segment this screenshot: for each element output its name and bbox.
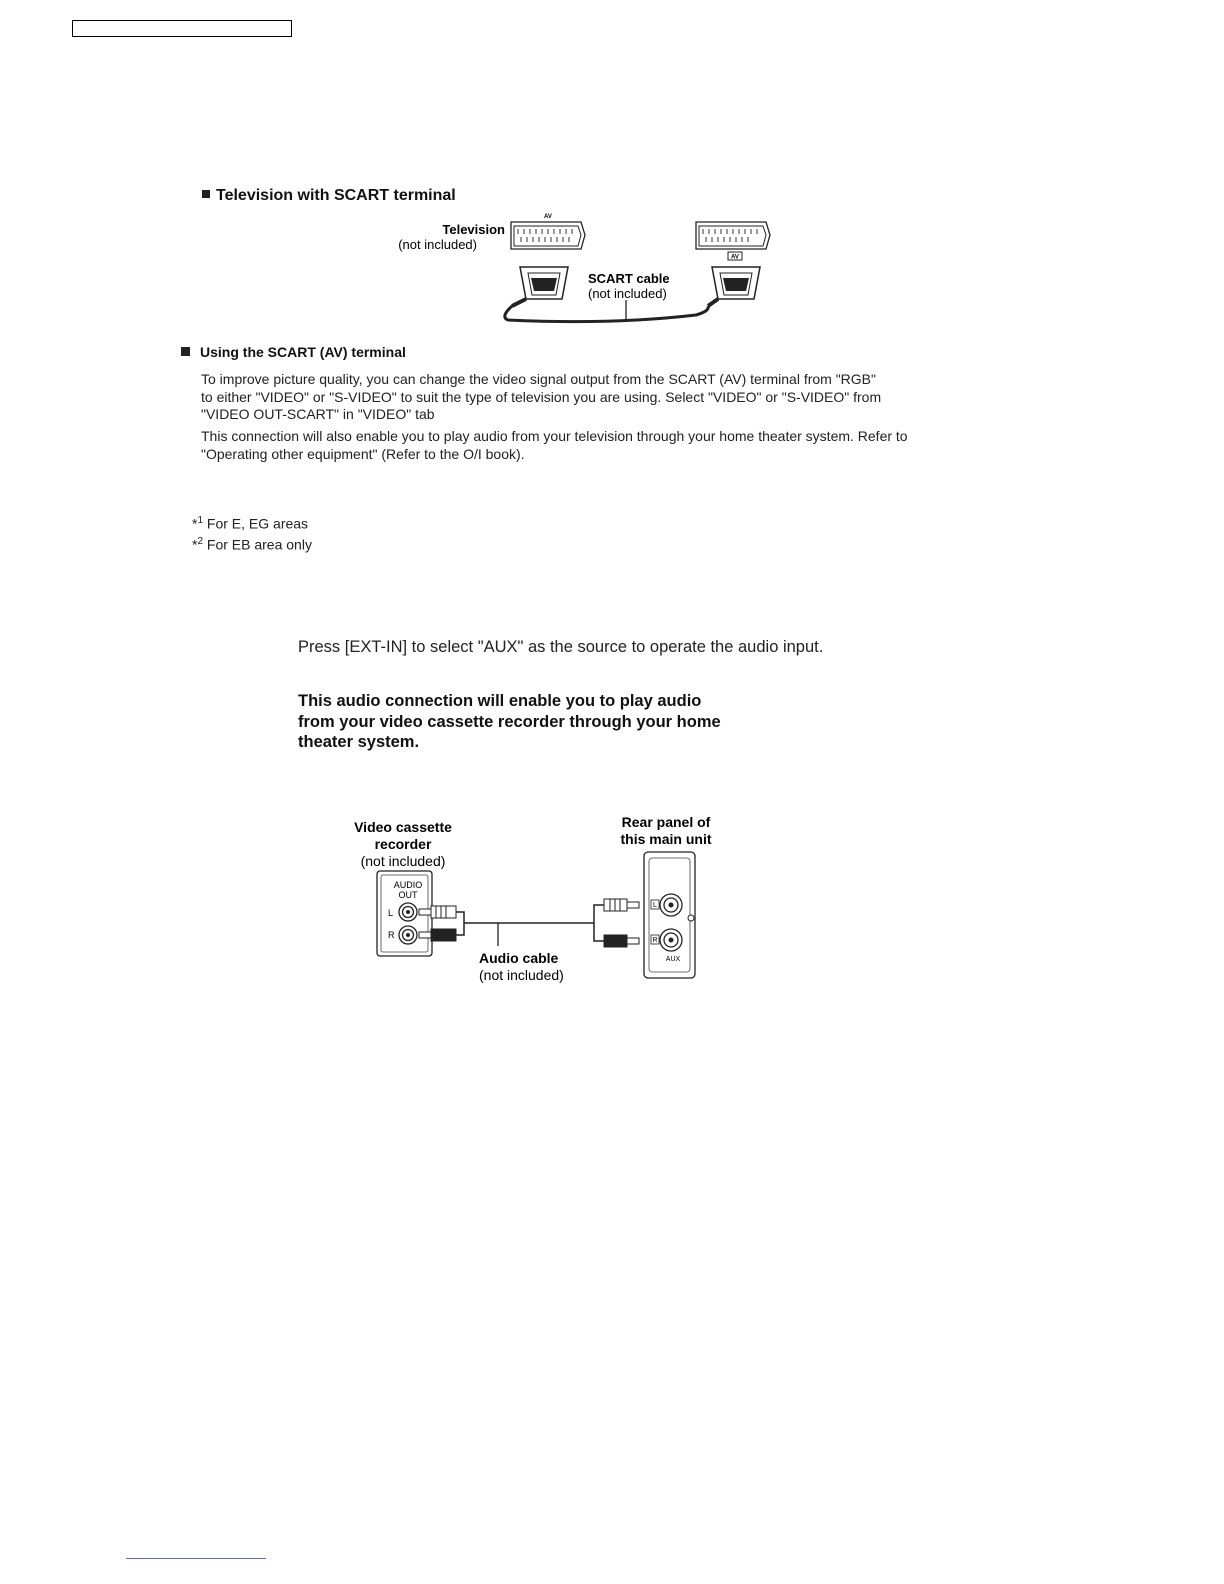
vcr-title-line1: Video cassette (354, 819, 452, 835)
audio-connection-diagram (330, 808, 750, 990)
vcr-l-label: L (388, 908, 394, 918)
rear-panel-title-1: Rear panel of (621, 814, 711, 830)
scart-cable-label: SCART cable (588, 271, 670, 286)
scart-plug-left (512, 267, 568, 306)
audio-out-label-2: OUT (398, 890, 418, 900)
bullet-square-icon (181, 347, 190, 356)
cable-join-right (594, 905, 604, 941)
aux-description: This audio connection will enable you to play audio from your video cassette recorder through your home theater system. (298, 692, 721, 751)
tv-scart-socket (511, 222, 585, 249)
unit-scart-socket (696, 222, 770, 261)
unit-av-label: AV (731, 254, 739, 261)
area-note-1: *$^1$ For E, EG areas (192, 515, 309, 532)
scart-connection-diagram (398, 205, 790, 330)
aux-instruction: Press [EXT-IN] to select "AUX" as the source to operate the audio input. (298, 638, 824, 656)
vcr-note: (not included) (360, 853, 446, 869)
scart-paragraph-2: This connection will also enable you to play audio from your television through your home theater system. Refer to "Operating other equipment" (Refer to the O/I book). (201, 428, 908, 462)
main-unit-aux-panel (644, 852, 695, 978)
unit-l-label: L (653, 902, 657, 909)
tv-scart-heading: Television with SCART terminal (202, 187, 456, 205)
scart-terminal-heading: Using the SCART (AV) terminal (181, 344, 406, 360)
scart-paragraph-1: To improve picture quality, you can change the video signal output from the SCART (AV) terminal from "RGB" to either "VIDEO" or "S-VIDEO" to suit the type of television you are using. Select "VIDEO" or "S-VIDEO" from "VIDEO OUT-SCART" in "VIDEO" tab (201, 371, 882, 422)
area-note-2: *$^2$ For EB area only (192, 536, 312, 553)
tv-note: (not included) (398, 237, 477, 252)
aux-label: AUX (665, 956, 681, 963)
tv-label: Television (442, 222, 505, 237)
vcr-r-label: R (388, 930, 395, 940)
vcr-title-line2: recorder (374, 836, 432, 852)
rca-plug-black-right (604, 935, 639, 947)
audio-cable-label: Audio cable (479, 950, 559, 966)
rca-plug-white-right (604, 899, 639, 911)
scart-cable (505, 306, 708, 322)
header-box (72, 20, 292, 37)
audio-cable-note: (not included) (479, 967, 564, 983)
tv-av-label: AV (544, 214, 552, 220)
scart-plug-right (708, 267, 760, 306)
footer-line (126, 1558, 266, 1559)
cable-join-left (456, 912, 464, 935)
scart-cable-note: (not included) (588, 286, 667, 301)
unit-r-label: R (652, 937, 658, 944)
bullet-square-icon (202, 190, 210, 198)
audio-out-label-1: AUDIO (393, 880, 423, 890)
rear-panel-title-2: this main unit (620, 831, 712, 847)
